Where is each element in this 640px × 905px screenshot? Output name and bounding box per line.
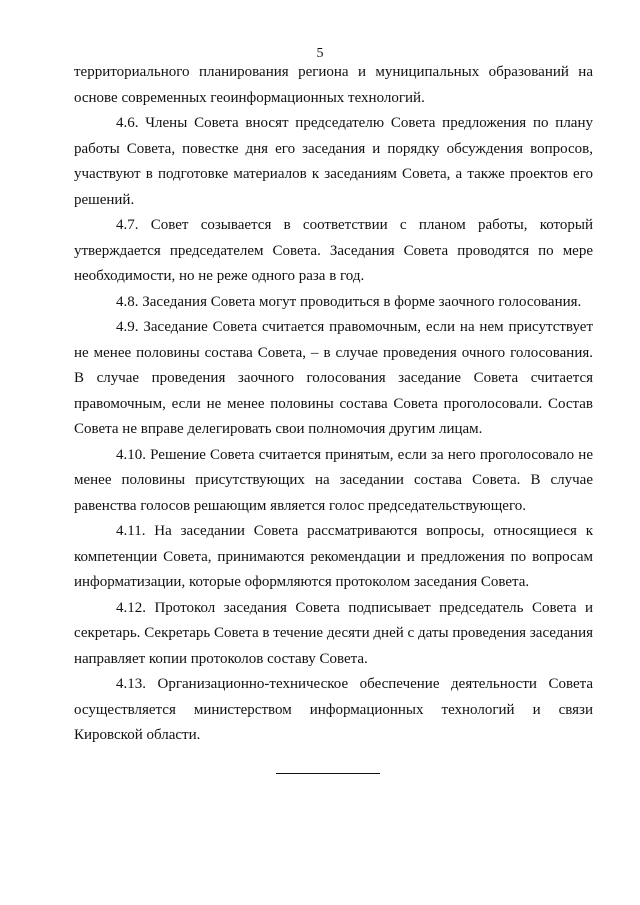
- paragraph-4-8: 4.8. Заседания Совета могут проводиться в форме заочного голосования.: [116, 293, 582, 310]
- paragraph-4-13: 4.13. Организационно-техническое обеспечение деятельности Совета осуществляется министерством информационных технологий и связи Кировской области.: [74, 676, 593, 743]
- paragraph-4-11: 4.11. На заседании Совета рассматриваются вопросы, относящиеся к компетенции Совета, принимаются рекомендации и предложения по вопросам информатизации, которые оформляются протоколом заседания Совета.: [74, 523, 593, 590]
- page-number: 5: [316, 46, 324, 61]
- paragraph-4-12: 4.12. Протокол заседания Совета подписывает председатель Совета и секретарь. Секретарь Совета в течение десяти дней с даты проведения заседания направляет копии протоколов составу Совета.: [74, 599, 593, 667]
- paragraph-continuation: территориального планирования региона и муниципальных образований на основе современных геоинформационных технологий.: [74, 64, 593, 106]
- paragraph-4-7: 4.7. Совет созывается в соответствии с планом работы, который утверждается председателем Совета. Заседания Совета проводятся по мере необходимости, но не реже одного раза в год.: [74, 217, 593, 284]
- paragraph-4-9: 4.9. Заседание Совета считается правомочным, если на нем присутствует не менее половины состава Совета, – в случае проведения очного голосования. В случае проведения заочного голосования заседание Совета считается правомочным, если не менее половины состава Совета проголосовали. Состав Совета не вправе делегировать свои полномочия другим лицам.: [74, 319, 593, 437]
- paragraph-4-10: 4.10. Решение Совета считается принятым, если за него проголосовало не менее половины присутствующих на заседании состава Совета. В случае равенства голосов решающим является голос председательствующего.: [74, 446, 593, 514]
- paragraph-4-6: 4.6. Члены Совета вносят председателю Совета предложения по плану работы Совета, повестке дня его заседания и порядку обсуждения вопросов, участвуют в подготовке материалов к заседаниям Совета, а также проектов его решений.: [74, 115, 593, 208]
- document-body: [74, 60, 593, 749]
- end-separator-line: [276, 773, 380, 774]
